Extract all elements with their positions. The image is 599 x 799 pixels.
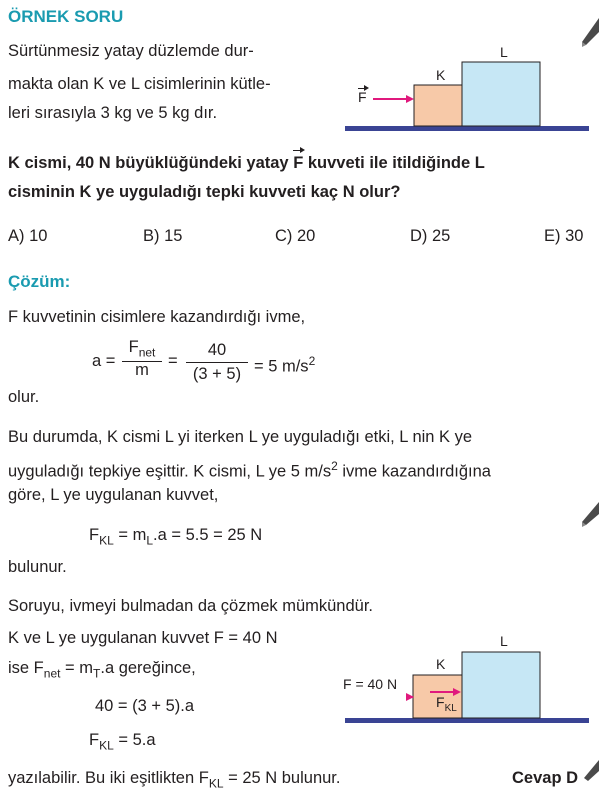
choice-e: E) 30 <box>544 227 584 245</box>
question-intro-line-3: leri sırasıyla 3 kg ve 5 kg dır. <box>8 104 218 122</box>
solution-para-line-3: göre, L ye uygulanan kuvvet, <box>8 486 219 504</box>
question-intro-line-1: Sürtünmesiz yatay düzlemde dur- <box>8 42 254 60</box>
solution-title: Çözüm: <box>8 272 71 291</box>
pen-decoration-icon-3 <box>584 760 599 784</box>
choice-c: C) 20 <box>275 227 316 245</box>
equation-3: 40 = (3 + 5).a <box>95 697 195 715</box>
figure2-force-label: F = 40 N <box>343 676 398 692</box>
equation-fkl: $F_{KL} = m_L.a = 5.5 = 25$ N <box>89 526 263 548</box>
solution-final-line: yazılabilir. Bu iki eşitlikten $F_{KL} = 25$ N bulunur. <box>8 769 341 791</box>
solution-line-2: olur. <box>8 388 40 406</box>
figure2-fkl-label: $F_{KL}$ <box>436 694 457 714</box>
solution-para-line-1: Bu durumda, K cismi L yi iterken L ye uyguladığı etki, L nin K ye <box>8 428 473 446</box>
solution-line-3: bulunur. <box>8 558 67 576</box>
pen-decoration-icon <box>582 18 599 48</box>
answer-label: Cevap D <box>512 769 579 787</box>
figure1-label-k: K <box>436 67 446 83</box>
pen-decoration-icon-2 <box>582 502 599 528</box>
figure1-label-l: L <box>500 44 508 60</box>
solution-line-5: K ve L ye uygulanan kuvvet F = 40 N <box>8 629 278 647</box>
figure2-label-l: L <box>500 633 508 649</box>
ground-surface <box>345 126 589 131</box>
figure-blocks-push <box>340 40 595 140</box>
equation-4: $F_{KL} = 5.a$ <box>89 731 156 753</box>
ground-surface-2 <box>345 718 589 723</box>
block-l <box>462 62 540 126</box>
force-vector-symbol: F <box>293 151 303 175</box>
figure2-label-k: K <box>436 656 446 672</box>
solution-line-1: F kuvvetinin cisimlere kazandırdığı ivme, <box>8 308 306 326</box>
block-k <box>414 85 462 126</box>
figure1-force-label: F <box>358 89 367 105</box>
question-prompt-line-1: K cismi, 40 N büyüklüğündeki yatay F kuvveti ile itildiğinde L <box>8 151 485 175</box>
question-prompt-line-2: cisminin K ye uyguladığı tepki kuvveti kaç N olur? <box>8 183 401 201</box>
solution-para-line-2: uyguladığı tepkiye eşittir. K cismi, L ye 5 $m/s^2$ ivme kazandırdığına <box>8 459 491 481</box>
block-l-2 <box>462 652 540 718</box>
solution-line-4: Soruyu, ivmeyi bulmadan da çözmek mümkündür. <box>8 597 373 615</box>
solution-line-6: ise $F_{net} = m_T.a$ gereğince, <box>8 659 196 681</box>
example-title: ÖRNEK SORU <box>8 7 124 26</box>
question-intro-line-2: makta olan K ve L cisimlerinin kütle- <box>8 75 271 93</box>
choice-b: B) 15 <box>143 227 183 245</box>
force-arrow-head <box>406 95 414 103</box>
choice-d: D) 25 <box>410 227 451 245</box>
choice-a: A) 10 <box>8 227 48 245</box>
